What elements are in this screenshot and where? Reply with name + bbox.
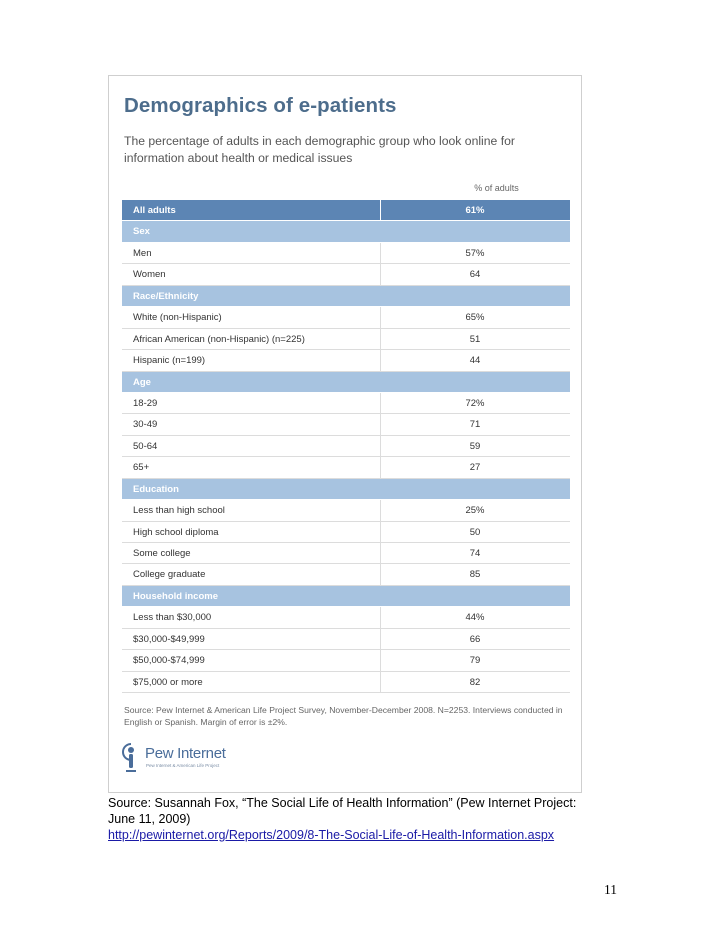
row-label: $50,000-$74,999 [133, 655, 205, 667]
table-row [122, 264, 570, 285]
section-heading: Household income [133, 590, 218, 602]
source-link[interactable]: http://pewinternet.org/Reports/2009/8-The-Social-Life-of-Health-Information.aspx [108, 828, 555, 842]
row-label: African American (non-Hispanic) (n=225) [133, 333, 305, 345]
table-row [122, 672, 570, 693]
row-label: $75,000 or more [133, 676, 203, 688]
caption-line-1: Source: Susannah Fox, “The Social Life of Health Information” (Pew Internet Project: [108, 796, 577, 810]
row-label: 18-29 [133, 397, 158, 409]
row-label: Men [133, 247, 152, 259]
row-label: $30,000-$49,999 [133, 633, 205, 645]
row-value: 61% [465, 205, 485, 216]
table-row [122, 650, 570, 671]
figure-source-note: Source: Pew Internet & American Life Project Survey, November-December 2008. N=2253. Interviews conducted in English or Spanish. Margin of error is ±2%. [124, 705, 563, 727]
row-label: Some college [133, 548, 191, 559]
section-heading: Race/Ethnicity [133, 290, 199, 302]
row-value: 25% [465, 505, 485, 517]
table-row [122, 307, 570, 328]
table-row [122, 607, 570, 628]
demographics-table [122, 200, 570, 693]
row-value: 59 [469, 440, 481, 452]
row-label: Women [133, 269, 166, 281]
row-value: 72% [465, 397, 485, 409]
row-label: Less than $30,000 [133, 612, 212, 624]
table-row [122, 393, 570, 414]
row-value: 27 [469, 462, 481, 474]
section-header-row [122, 286, 570, 307]
row-value: 66 [469, 633, 481, 645]
table-row [122, 436, 570, 457]
table-row [122, 414, 570, 435]
section-header-row [122, 479, 570, 500]
row-label: High school diploma [133, 526, 219, 538]
row-value: 85 [469, 569, 481, 581]
figure-title: Demographics of e-patients [124, 94, 397, 117]
row-value: 82 [469, 676, 481, 688]
section-header-row [122, 586, 570, 607]
row-value: 57% [465, 247, 485, 259]
row-label: 50-64 [133, 440, 158, 452]
table-row [122, 543, 570, 564]
table-row [122, 243, 570, 264]
table-row [122, 350, 570, 371]
row-value: 44 [469, 355, 481, 367]
page-number: 11 [604, 882, 617, 897]
table-row [122, 457, 570, 478]
row-value: 79 [469, 655, 481, 667]
pew-figure-icon [121, 742, 141, 774]
section-header-row [122, 372, 570, 393]
table-row [122, 500, 570, 521]
section-heading: Age [133, 376, 151, 388]
table-row [122, 522, 570, 543]
row-value: 71 [469, 419, 481, 431]
section-heading: Education [133, 483, 179, 495]
logo-name: Pew Internet [145, 745, 226, 762]
row-label: White (non-Hispanic) [133, 312, 222, 324]
row-value: 65% [465, 312, 485, 324]
row-label: Less than high school [133, 505, 225, 517]
table-row [122, 629, 570, 650]
caption-line-2: June 11, 2009) [108, 812, 191, 826]
row-value: 50 [469, 526, 481, 538]
row-label: All adults [133, 205, 176, 216]
row-label: Hispanic (n=199) [133, 355, 206, 367]
row-value: 64 [469, 269, 481, 281]
table-row [122, 564, 570, 585]
row-label: 30-49 [133, 419, 158, 431]
figure-subtitle: The percentage of adults in each demographic group who look online for information about health or medical issues [124, 134, 515, 165]
section-header-row [122, 221, 570, 242]
total-row [122, 200, 570, 221]
column-header: % of adults [474, 183, 519, 193]
row-label: College graduate [133, 569, 206, 581]
section-heading: Sex [133, 226, 150, 238]
source-caption [108, 795, 628, 843]
row-value: 44% [465, 612, 485, 624]
row-label: 65+ [133, 462, 150, 474]
pew-internet-logo [121, 742, 231, 776]
table-row [122, 329, 570, 350]
demographics-figure [108, 75, 582, 793]
logo-tagline: Pew Internet & American Life Project [146, 763, 220, 768]
row-value: 51 [469, 333, 481, 345]
row-value: 74 [469, 548, 481, 559]
